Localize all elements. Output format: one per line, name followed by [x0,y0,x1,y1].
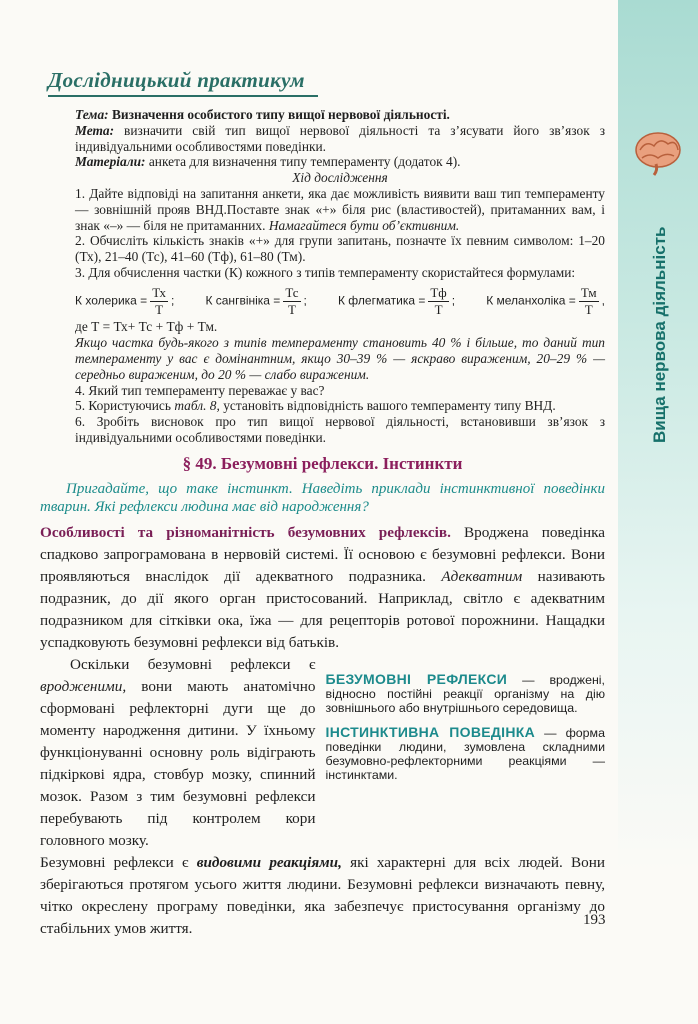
goal-label: Мета: [75,122,115,138]
page-content [40,68,605,940]
term-adequate: Адекватним [441,567,523,585]
term-species-reactions: видовими реакціями, [196,853,342,871]
definitions [326,672,606,852]
materials-label: Матеріали: [75,154,146,170]
definition-instinctive-behavior: ІНСТИНКТИВНА ПОВЕДІНКА — форма поведінки людини, зумовлена складними безумовно-рефлекторними реакціями — інстинктами. [325,723,605,782]
formula-choleric: К холерика = $\frac{Тх}{Т}$ ; [75,284,175,317]
two-column-block [40,654,605,852]
paragraph-3: Безумовні рефлекси є видовими реакціями, які характерні для всіх людей. Вони зберігаються протягом усього життя людини. Безумовні рефлекси визначають певну, чітко окреслену програму поведінки, яка забезпечує пристосування організму до стабільних умов життя. [40,853,605,937]
step-3: 3. Для обчислення частки (К) кожного з типів темпераменту скористайтеся формулами: [75,264,576,280]
formula-sanguine: К сангвініка = $\frac{Тс}{Т}$ ; [205,284,307,317]
chapter-sidebar [618,0,698,1024]
page-number: 193 [583,912,606,928]
step-6: 6. Зробіть висновок про тип вищої нервової діяльності, встановивши зв’язок з індивідуальними особливостями поведінки. [75,414,605,445]
materials-text: анкета для визначення типу темпераменту (додаток 4). [148,154,461,170]
formula-melancholic: К меланхоліка = $\frac{Тм}{Т}$ , [486,284,605,317]
formula-phlegmatic: К флегматика = $\frac{Тф}{Т}$ ; [337,284,456,317]
term-innate: вродженими, [40,677,127,695]
step-5: 5. Користуючись [75,398,171,414]
theme-text: Визначення особистого типу вищої нервової діяльності. [112,107,450,122]
formula-where: де Т = Тх+ Тс + Тф + Тм. [75,319,218,335]
goal-text: визначити свій тип вищої нервової діяльності та з’ясувати його зв’язок з індивідуальними особливостями поведінки. [75,122,605,154]
section-question: Пригадайте, що таке інстинкт. Наведіть приклади інстинктивної поведінки тварин. Які рефлекси людина має від народження? [40,480,605,515]
step-5-rest: установіть відповідність вашого темпераменту типу ВНД. [223,398,556,414]
practicum-block [75,107,605,446]
paragraph-1: Особливості та різноманітність безумовних рефлексів. Вроджена поведінка спадково запрограмована в нервовій системі. Її основою є безумовні рефлекси. Вони проявляються внаслідок дії адекватного подразника. Адекватним називають подразник, до дії якого орган пристосований. Наприклад, світло є адекватним подразником для сітківки ока, їжа — для рецепторів ротової порожнини. Нащадки успадковують безумовні рефлекси від батьків. [40,523,606,651]
step-2: 2. Обчисліть кількість знаків «+» для групи запитань, позначте їх певним символом: 1–20 (Тх), 21–40 (Тс), 41–60 (Тф), 61–80 (Тм). [75,233,605,265]
threshold-note: Якщо частка будь-якого з типів темпераменту становить 40 % і більше, то даний тип темпераменту у вас є домінантним, якщо 30–39 % — яскраво вираженим, 20–29 % — середньо вираженим, до 20 % — слабо вираженим. [75,335,605,382]
theme-label: Тема: [75,107,109,122]
definition-unconditioned-reflexes: БЕЗУМОВНІ РЕФЛЕКСИ — вроджені, відносно постійні реакції організму на дію зовнішнього або внутрішнього середовища. [325,670,605,715]
chapter-title: Вища нервова діяльність [650,226,669,444]
formula-row [75,285,605,318]
step-1-note: Намагайтеся бути об’єктивним. [268,217,460,233]
table-ref: табл. 8, [174,398,220,414]
paragraph-2: Оскільки безумовні рефлекси є вродженими, вони мають анатомічно сформовані рефлекторні дуги ще до моменту народження дитини. У їхньому функціонуванні основну роль відіграють підкіркові ядра, стовбур мозку, спинний мозок. Разом з тим безумовні рефлекси перебувають під контролем кори головного мозку. [40,655,316,849]
paragraph-1-heading: Особливості та різноманітність безумовних рефлексів. [40,523,451,541]
step-4: 4. Який тип темпераменту переважає у вас? [75,382,325,398]
procedure-title: Хід дослідження [292,170,388,186]
section-title: § 49. Безумовні рефлекси. Інстинкти [182,453,463,473]
step-1: 1. Дайте відповіді на запитання анкети, яка дає можливість виявити ваш тип темпераменту — зовнішній прояв ВНД.Поставте знак «+» біля рис (властивостей), притаманних вам, і знак «–» — біля не притаманних. [75,185,605,233]
practicum-title: Дослідницький практикум [48,68,318,97]
